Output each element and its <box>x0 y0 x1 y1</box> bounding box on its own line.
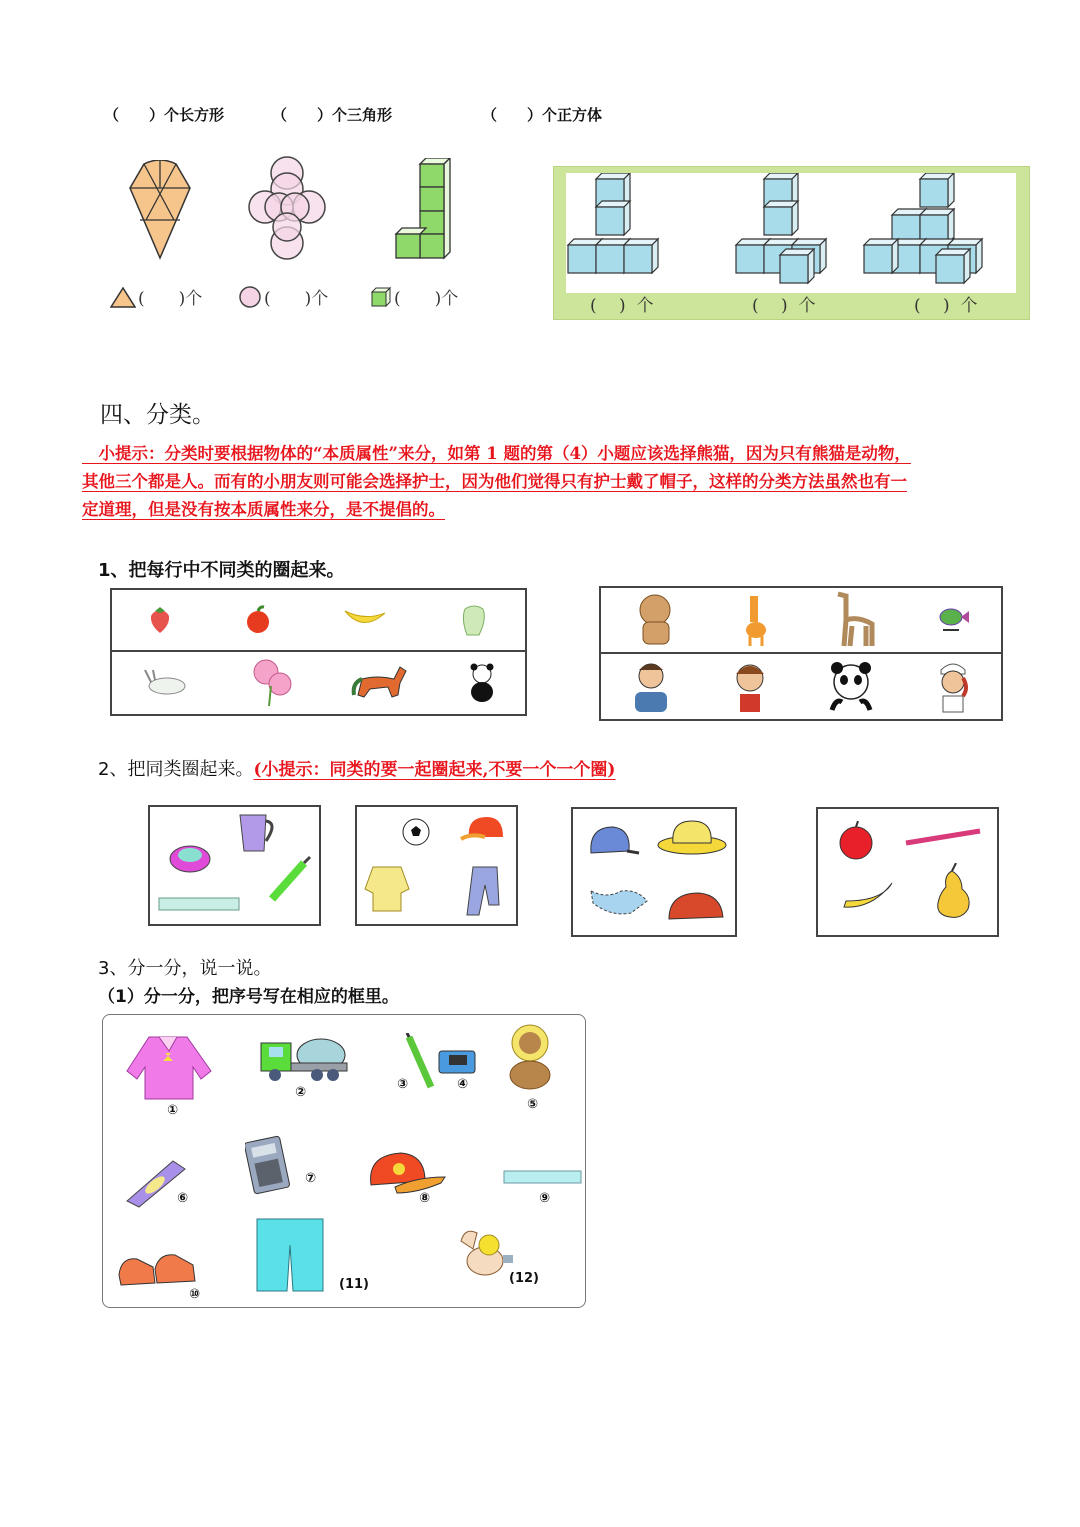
banana-icon[interactable] <box>842 877 900 913</box>
banana-icon[interactable] <box>343 607 387 633</box>
jacket-icon[interactable] <box>359 859 415 915</box>
q1-right-box <box>599 586 1003 721</box>
cap-icon[interactable] <box>459 813 509 843</box>
gloves-icon[interactable] <box>587 883 651 921</box>
blue-cubes-panel <box>553 166 1030 320</box>
item-number-10: ⑩ <box>189 1287 201 1302</box>
q3-items-box <box>102 1014 586 1308</box>
item-number-5: ⑤ <box>527 1097 539 1112</box>
q2-box-4 <box>816 807 999 937</box>
cube-count-label: （ ）个正方体 <box>482 106 603 124</box>
flower-icon[interactable] <box>249 658 295 708</box>
q2-hint: (小提示：同类的要一起圈起来,不要一个一个圈) <box>253 760 616 780</box>
shorts-icon[interactable] <box>253 1215 327 1295</box>
triangle-icon <box>110 286 136 308</box>
nurse-icon[interactable] <box>933 658 973 714</box>
q2-box-2 <box>355 805 518 926</box>
triangle-count-row: ( )个 <box>110 284 202 309</box>
item-number-11: (11) <box>339 1277 369 1292</box>
q2-title: 2、把同类圈起来。(小提示：同类的要一起圈起来,不要一个一个圈) <box>98 759 616 780</box>
man-icon[interactable] <box>629 658 673 714</box>
toy-lion-icon[interactable] <box>507 1023 553 1091</box>
cube-figure-2-count: ( ) 个 <box>752 296 816 316</box>
calculator-icon[interactable] <box>245 1135 291 1195</box>
green-cubes-figure <box>394 158 452 260</box>
knit-hat-icon[interactable] <box>665 889 727 927</box>
q1-left-row-2 <box>112 652 525 714</box>
fish-icon[interactable] <box>937 605 971 635</box>
item-number-9: ⑨ <box>539 1191 551 1206</box>
cup-icon[interactable] <box>236 811 282 855</box>
kite-triangles-figure <box>128 160 192 260</box>
sharpener-icon[interactable] <box>437 1047 477 1077</box>
cement-truck-icon[interactable] <box>257 1033 353 1083</box>
item-number-4: ④ <box>457 1077 469 1092</box>
q3-title: 3、分一分，说一说。 <box>98 958 272 979</box>
panda-icon[interactable] <box>466 662 498 704</box>
item-number-2: ② <box>295 1085 307 1100</box>
jacket-icon[interactable] <box>123 1031 215 1103</box>
ruler-icon[interactable] <box>503 1169 583 1185</box>
strawberry-icon[interactable] <box>148 605 172 635</box>
apple-icon[interactable] <box>244 605 272 635</box>
giraffe-icon[interactable] <box>740 592 770 648</box>
q1-title: 1、把每行中不同类的圈起来。 <box>98 560 345 581</box>
overlapping-circles-figure <box>247 155 327 263</box>
q2-box-3 <box>571 807 737 937</box>
item-number-3: ③ <box>397 1077 409 1092</box>
rabbit-icon[interactable] <box>139 668 195 698</box>
classification-hint: 小提示：分类时要根据物体的“本质属性”来分，如第 1 题的第（4）小题应该选择熊猫，因为只有熊猫是动物， 其他三个都是人。而有的小朋友则可能会选择护士，因为他们觉得只有护士戴了帽子，这样的分类方法虽然也有一 定道理，但是没有按本质属性来分，是不提倡的。 <box>82 444 911 519</box>
cube-figure-1-count: ( ) 个 <box>590 296 654 316</box>
circle-icon <box>238 285 262 309</box>
pencil-sharpener-icon[interactable] <box>166 837 214 877</box>
lion-icon[interactable] <box>631 592 681 648</box>
section-title: 四、分类。 <box>100 402 215 428</box>
item-number-12: (12) <box>509 1271 539 1286</box>
football-icon[interactable] <box>401 817 431 847</box>
item-number-1: ① <box>167 1103 179 1118</box>
cube-figure-3-count: ( ) 个 <box>914 296 978 316</box>
q1-left-box <box>110 588 527 716</box>
cube-count-row: ( )个 <box>370 284 458 309</box>
pencil-icon[interactable] <box>403 1033 439 1091</box>
ruler-icon[interactable] <box>158 897 240 911</box>
item-number-8: ⑧ <box>419 1191 431 1206</box>
blue-cubes-figures <box>566 173 1016 293</box>
cap-icon[interactable] <box>367 1147 447 1197</box>
panda-head-icon[interactable] <box>826 658 876 714</box>
cabbage-icon[interactable] <box>459 603 489 637</box>
q1-left-row-1 <box>112 590 525 652</box>
trousers-icon[interactable] <box>459 865 503 919</box>
q2-box-1 <box>148 805 321 926</box>
triangle-count-label: （ ）个三角形 <box>272 106 393 124</box>
pear-icon[interactable] <box>932 863 974 921</box>
boy-icon[interactable] <box>730 658 770 714</box>
pencil-icon[interactable] <box>268 855 314 907</box>
pencil-icon[interactable] <box>904 827 984 847</box>
rectangle-count-label: （ ）个长方形 <box>104 106 225 124</box>
camel-icon[interactable] <box>830 590 878 650</box>
q3-subtitle: （1）分一分，把序号写在相应的框里。 <box>98 987 399 1007</box>
circle-count-row: ( )个 <box>238 284 328 309</box>
q1-right-row-2 <box>601 654 1001 718</box>
q1-right-row-1 <box>601 588 1001 654</box>
apple-icon[interactable] <box>836 821 878 861</box>
blue-cap-icon[interactable] <box>587 823 641 863</box>
item-number-7: ⑦ <box>305 1171 317 1186</box>
cube-icon <box>370 286 392 308</box>
item-number-6: ⑥ <box>177 1191 189 1206</box>
horse-icon[interactable] <box>348 661 412 705</box>
straw-hat-icon[interactable] <box>655 817 729 857</box>
shoes-icon[interactable] <box>115 1247 199 1291</box>
